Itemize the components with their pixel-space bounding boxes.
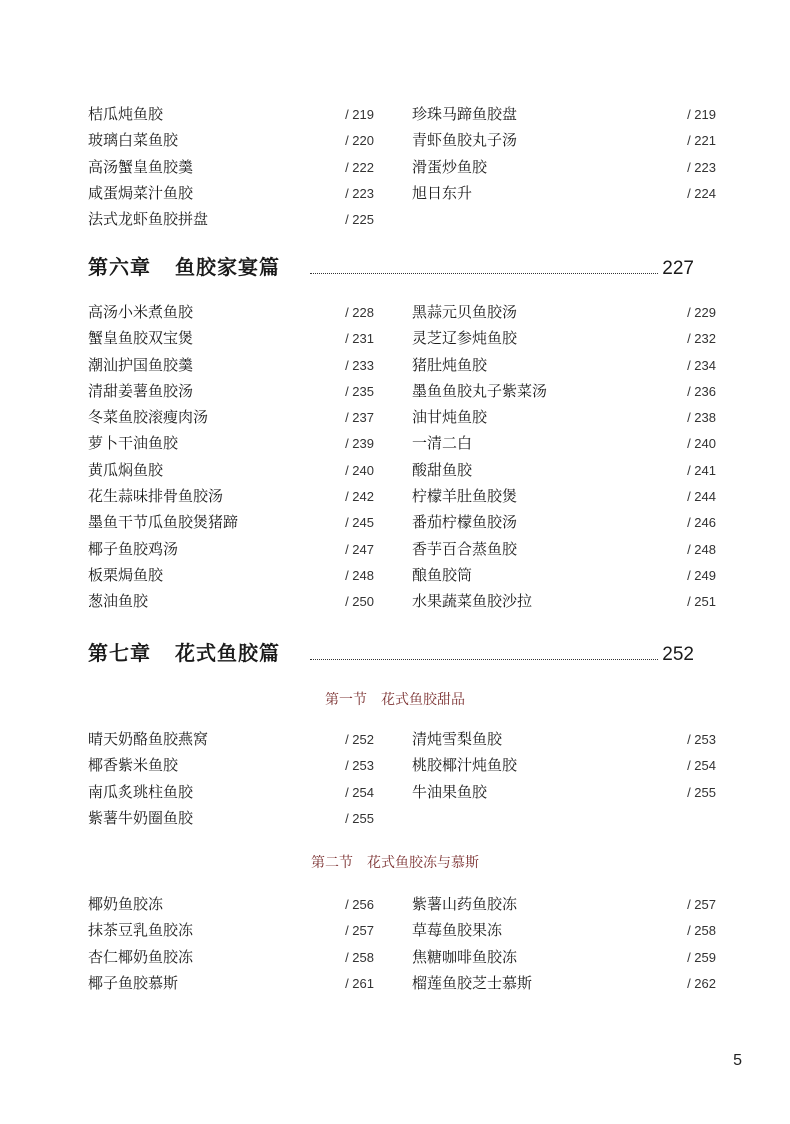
entry-page: / 253 bbox=[687, 732, 716, 747]
entry-title: 板栗焗鱼胶 bbox=[88, 565, 164, 584]
entry-page: / 254 bbox=[345, 784, 374, 800]
section2-left-column bbox=[88, 891, 388, 996]
entry-page: / 251 bbox=[687, 594, 716, 610]
entry-title: 晴天奶酪鱼胶燕窝 bbox=[88, 730, 209, 748]
entry-title: 咸蛋焗菜汁鱼胶 bbox=[88, 183, 194, 202]
toc-entry[interactable] bbox=[88, 944, 388, 970]
toc-entry[interactable] bbox=[412, 562, 716, 588]
chapter-name: 花式鱼胶篇 bbox=[175, 641, 280, 665]
block1-right-column bbox=[412, 101, 716, 206]
entry-page: / 247 bbox=[345, 541, 374, 557]
entry-title: 冬菜鱼胶滚瘦肉汤 bbox=[88, 408, 209, 427]
entry-page: / 223 bbox=[687, 159, 716, 175]
entry-page: / 242 bbox=[345, 489, 374, 505]
toc-entry[interactable] bbox=[412, 944, 716, 970]
entry-title: 香芋百合蒸鱼胶 bbox=[412, 539, 518, 558]
entry-title: 黄瓜焖鱼胶 bbox=[88, 460, 164, 479]
toc-entry[interactable] bbox=[88, 779, 388, 805]
toc-entry[interactable] bbox=[88, 101, 388, 127]
entry-title: 滑蛋炒鱼胶 bbox=[412, 157, 488, 176]
chapter-label: 第七章 bbox=[88, 641, 151, 665]
toc-entry[interactable] bbox=[412, 430, 716, 456]
toc-entry[interactable] bbox=[88, 180, 388, 206]
entry-page: / 241 bbox=[687, 462, 716, 478]
entry-page: / 225 bbox=[345, 212, 374, 228]
section-name: 花式鱼胶甜品 bbox=[381, 692, 465, 708]
entry-page: / 256 bbox=[345, 897, 374, 912]
entry-title: 墨鱼干节瓜鱼胶煲猪蹄 bbox=[88, 513, 239, 532]
entry-page: / 255 bbox=[345, 810, 374, 826]
entry-title: 草莓鱼胶果冻 bbox=[412, 921, 503, 940]
entry-page: / 239 bbox=[345, 436, 374, 452]
chapter-page-number: 252 bbox=[662, 644, 694, 665]
toc-entry[interactable] bbox=[412, 588, 716, 614]
entry-page: / 262 bbox=[687, 975, 716, 991]
entry-page: / 234 bbox=[687, 357, 716, 373]
entry-page: / 229 bbox=[687, 305, 716, 320]
entry-page: / 233 bbox=[345, 357, 374, 373]
entry-title: 猪肚炖鱼胶 bbox=[412, 355, 488, 374]
section-2-heading[interactable] bbox=[0, 852, 790, 872]
section-1-heading[interactable] bbox=[0, 689, 790, 709]
toc-entry[interactable] bbox=[88, 752, 388, 778]
entry-title: 柠檬羊肚鱼胶煲 bbox=[412, 487, 518, 506]
entry-title: 黑蒜元贝鱼胶汤 bbox=[412, 303, 518, 321]
toc-entry[interactable] bbox=[88, 483, 388, 509]
toc-entry[interactable] bbox=[412, 970, 716, 996]
entry-page: / 231 bbox=[345, 331, 374, 347]
toc-entry[interactable] bbox=[88, 726, 388, 752]
entry-title: 潮汕护国鱼胶羹 bbox=[88, 355, 194, 374]
block1-left-column bbox=[88, 101, 388, 232]
entry-title: 油甘炖鱼胶 bbox=[412, 408, 488, 427]
toc-entry[interactable] bbox=[412, 483, 716, 509]
entry-title: 法式龙虾鱼胶拼盘 bbox=[88, 210, 209, 229]
toc-entry[interactable] bbox=[88, 457, 388, 483]
entry-page: / 253 bbox=[345, 758, 374, 774]
entry-page: / 258 bbox=[345, 949, 374, 965]
toc-entry[interactable] bbox=[412, 726, 716, 752]
entry-page: / 261 bbox=[345, 975, 374, 991]
entry-title: 酸甜鱼胶 bbox=[412, 460, 473, 479]
entry-title: 花生蒜味排骨鱼胶汤 bbox=[88, 487, 224, 506]
entry-title: 牛油果鱼胶 bbox=[412, 782, 488, 801]
toc-entry[interactable] bbox=[88, 588, 388, 614]
toc-entry[interactable] bbox=[412, 752, 716, 778]
toc-entry[interactable] bbox=[88, 891, 388, 917]
entry-title: 杏仁椰奶鱼胶冻 bbox=[88, 947, 194, 966]
entry-title: 青虾鱼胶丸子汤 bbox=[412, 131, 518, 150]
entry-page: / 232 bbox=[687, 331, 716, 347]
dot-leader bbox=[310, 272, 658, 274]
entry-page: / 257 bbox=[345, 923, 374, 939]
chapter-6-heading[interactable] bbox=[88, 250, 694, 280]
section-label: 第一节 bbox=[325, 692, 367, 708]
section1-left-column bbox=[88, 726, 388, 831]
entry-title: 水果蔬菜鱼胶沙拉 bbox=[412, 592, 533, 611]
entry-page: / 240 bbox=[687, 436, 716, 452]
entry-title: 抹茶豆乳鱼胶冻 bbox=[88, 921, 194, 940]
toc-entry[interactable] bbox=[412, 180, 716, 206]
entry-title: 灵芝辽参炖鱼胶 bbox=[412, 329, 518, 348]
entry-page: / 222 bbox=[345, 159, 374, 175]
entry-page: / 237 bbox=[345, 410, 374, 426]
toc-entry[interactable] bbox=[88, 127, 388, 153]
entry-title: 墨鱼鱼胶丸子紫菜汤 bbox=[412, 381, 548, 400]
entry-page: / 250 bbox=[345, 594, 374, 610]
toc-entry[interactable] bbox=[412, 154, 716, 180]
toc-entry[interactable] bbox=[412, 378, 716, 404]
entry-title: 玻璃白菜鱼胶 bbox=[88, 131, 179, 150]
entry-title: 紫薯山药鱼胶冻 bbox=[412, 895, 518, 913]
block2-right-column bbox=[412, 299, 716, 615]
entry-title: 旭日东升 bbox=[412, 183, 473, 202]
chapter-7-heading[interactable] bbox=[88, 636, 694, 666]
entry-title: 桔瓜炖鱼胶 bbox=[88, 105, 164, 123]
section-label: 第二节 bbox=[311, 855, 353, 871]
entry-title: 番茄柠檬鱼胶汤 bbox=[412, 513, 518, 532]
entry-page: / 224 bbox=[687, 185, 716, 201]
toc-entry[interactable] bbox=[412, 299, 716, 325]
toc-entry[interactable] bbox=[88, 352, 388, 378]
section-name: 花式鱼胶冻与慕斯 bbox=[367, 855, 479, 871]
entry-page: / 246 bbox=[687, 515, 716, 531]
entry-page: / 219 bbox=[345, 107, 374, 122]
toc-entry[interactable] bbox=[88, 805, 388, 831]
entry-title: 葱油鱼胶 bbox=[88, 592, 149, 611]
entry-page: / 249 bbox=[687, 567, 716, 583]
toc-entry[interactable] bbox=[412, 779, 716, 805]
toc-entry[interactable] bbox=[412, 509, 716, 535]
entry-title: 椰香紫米鱼胶 bbox=[88, 756, 179, 775]
entry-title: 高汤小米煮鱼胶 bbox=[88, 303, 194, 321]
toc-entry[interactable] bbox=[88, 509, 388, 535]
toc-entry[interactable] bbox=[88, 325, 388, 351]
entry-title: 高汤蟹皇鱼胶羹 bbox=[88, 157, 194, 176]
entry-page: / 252 bbox=[345, 732, 374, 747]
toc-entry[interactable] bbox=[88, 917, 388, 943]
chapter-name: 鱼胶家宴篇 bbox=[175, 255, 280, 279]
entry-page: / 245 bbox=[345, 515, 374, 531]
toc-entry[interactable] bbox=[88, 299, 388, 325]
entry-page: / 235 bbox=[345, 383, 374, 399]
toc-entry[interactable] bbox=[412, 457, 716, 483]
dot-leader bbox=[310, 658, 658, 660]
entry-page: / 257 bbox=[687, 897, 716, 912]
entry-page: / 221 bbox=[687, 133, 716, 149]
entry-page: / 254 bbox=[687, 758, 716, 774]
entry-title: 焦糖咖啡鱼胶冻 bbox=[412, 947, 518, 966]
entry-title: 榴莲鱼胶芝士慕斯 bbox=[412, 973, 533, 992]
entry-page: / 248 bbox=[345, 567, 374, 583]
toc-entry[interactable] bbox=[88, 430, 388, 456]
toc-entry[interactable] bbox=[88, 378, 388, 404]
chapter-title bbox=[88, 251, 280, 280]
entry-title: 紫薯牛奶圈鱼胶 bbox=[88, 808, 194, 827]
block2-left-column bbox=[88, 299, 388, 615]
entry-page: / 238 bbox=[687, 410, 716, 426]
chapter-label: 第六章 bbox=[88, 255, 151, 279]
chapter-page-number: 227 bbox=[662, 258, 694, 279]
entry-title: 椰子鱼胶慕斯 bbox=[88, 973, 179, 992]
section1-right-column bbox=[412, 726, 716, 805]
entry-title: 椰奶鱼胶冻 bbox=[88, 895, 164, 913]
toc-entry[interactable] bbox=[412, 917, 716, 943]
entry-title: 一清二白 bbox=[412, 434, 473, 453]
toc-entry[interactable] bbox=[88, 970, 388, 996]
toc-entry[interactable] bbox=[88, 562, 388, 588]
entry-page: / 228 bbox=[345, 305, 374, 320]
entry-title: 南瓜炙珧柱鱼胶 bbox=[88, 782, 194, 801]
entry-page: / 236 bbox=[687, 383, 716, 399]
toc-entry[interactable] bbox=[412, 891, 716, 917]
entry-page: / 219 bbox=[687, 107, 716, 122]
toc-entry[interactable] bbox=[412, 101, 716, 127]
entry-title: 清甜姜薯鱼胶汤 bbox=[88, 381, 194, 400]
entry-page: / 248 bbox=[687, 541, 716, 557]
entry-title: 酿鱼胶筒 bbox=[412, 565, 473, 584]
entry-title: 清炖雪梨鱼胶 bbox=[412, 730, 503, 748]
entry-title: 珍珠马蹄鱼胶盘 bbox=[412, 105, 518, 123]
page-number: 5 bbox=[733, 1052, 742, 1069]
toc-entry[interactable] bbox=[412, 127, 716, 153]
section2-right-column bbox=[412, 891, 716, 996]
toc-entry[interactable] bbox=[412, 404, 716, 430]
entry-title: 蟹皇鱼胶双宝煲 bbox=[88, 329, 194, 348]
entry-page: / 244 bbox=[687, 489, 716, 505]
entry-page: / 240 bbox=[345, 462, 374, 478]
toc-entry[interactable] bbox=[88, 404, 388, 430]
toc-entry[interactable] bbox=[88, 154, 388, 180]
entry-title: 椰子鱼胶鸡汤 bbox=[88, 539, 179, 558]
entry-title: 桃胶椰汁炖鱼胶 bbox=[412, 756, 518, 775]
entry-page: / 255 bbox=[687, 784, 716, 800]
entry-page: / 223 bbox=[345, 185, 374, 201]
entry-title: 萝卜干油鱼胶 bbox=[88, 434, 179, 453]
entry-page: / 220 bbox=[345, 133, 374, 149]
toc-entry[interactable] bbox=[412, 536, 716, 562]
chapter-title bbox=[88, 637, 280, 666]
toc-entry[interactable] bbox=[412, 352, 716, 378]
toc-entry[interactable] bbox=[412, 325, 716, 351]
toc-entry[interactable] bbox=[88, 536, 388, 562]
entry-page: / 259 bbox=[687, 949, 716, 965]
entry-page: / 258 bbox=[687, 923, 716, 939]
toc-entry[interactable] bbox=[88, 206, 388, 232]
